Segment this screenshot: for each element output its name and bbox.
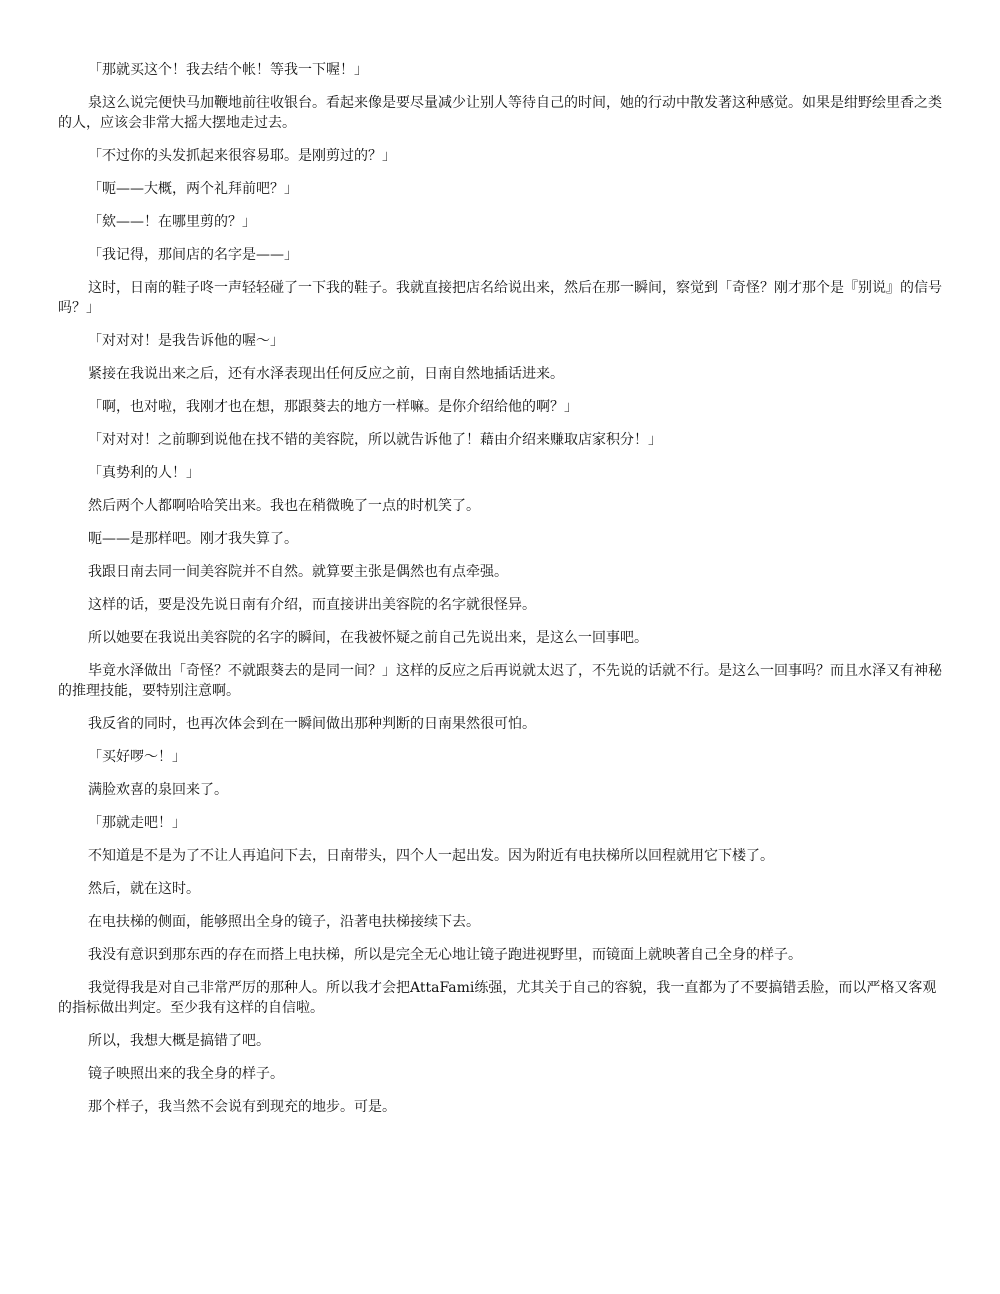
paragraph: 「对对对！是我告诉他的喔～」 [88, 333, 284, 349]
paragraph: 「不过你的头发抓起来很容易耶。是刚剪过的？」 [88, 148, 396, 164]
paragraph [58, 278, 942, 318]
paragraph: 「呃——大概，两个礼拜前吧？」 [88, 181, 298, 197]
paragraph: 我没有意识到那东西的存在而搭上电扶梯，所以是完全无心地让镜子跑进视野里，而镜面上就映著自己全身的样子。 [88, 947, 802, 963]
paragraph: 不知道是不是为了不让人再追问下去，日南带头，四个人一起出发。因为附近有电扶梯所以回程就用它下楼了。 [88, 848, 774, 864]
paragraph: 所以，我想大概是搞错了吧。 [88, 1033, 270, 1049]
paragraph: 「啊，也对啦，我刚才也在想，那跟葵去的地方一样嘛。是你介绍给他的啊？」 [88, 399, 578, 415]
paragraph: 「我记得，那间店的名字是——」 [88, 247, 298, 263]
paragraph: 「买好啰～！」 [88, 749, 186, 765]
paragraph: 呃——是那样吧。刚才我失算了。 [88, 531, 298, 547]
paragraph: 我反省的同时，也再次体会到在一瞬间做出那种判断的日南果然很可怕。 [88, 716, 536, 732]
paragraph: 这样的话，要是没先说日南有介绍，而直接讲出美容院的名字就很怪异。 [88, 597, 536, 613]
paragraph: 「那就买这个！我去结个帐！等我一下喔！」 [88, 62, 368, 78]
paragraph: 「真势利的人！」 [88, 465, 200, 481]
paragraph: 「对对对！之前聊到说他在找不错的美容院，所以就告诉他了！藉由介绍来赚取店家积分！」 [88, 432, 662, 448]
paragraph [58, 661, 942, 701]
paragraph: 所以她要在我说出美容院的名字的瞬间，在我被怀疑之前自己先说出来，是这么一回事吧。 [88, 630, 648, 646]
paragraph-text: 我觉得我是对自己非常严厉的那种人。所以我才会把AttaFami练强，尤其关于自己的容貌，我一直都为了不要搞错丢脸，而以严格又客观的指标做出判定。至少我有这样的自信啦。 [58, 980, 937, 1016]
paragraph: 「那就走吧！」 [88, 815, 186, 831]
paragraph: 然后两个人都啊哈哈笑出来。我也在稍微晚了一点的时机笑了。 [88, 498, 480, 514]
paragraph [58, 93, 942, 133]
paragraph-text: 毕竟水泽做出「奇怪？不就跟葵去的是同一间？」这样的反应之后再说就太迟了，不先说的话就不行。是这么一回事吗？而且水泽又有神秘的推理技能，要特别注意啊。 [58, 663, 942, 699]
paragraph: 紧接在我说出来之后，还有水泽表现出任何反应之前，日南自然地插话进来。 [88, 366, 564, 382]
paragraph: 满脸欢喜的泉回来了。 [88, 782, 228, 798]
paragraph-text: 泉这么说完便快马加鞭地前往收银台。看起来像是要尽量减少让别人等待自己的时间，她的行动中散发著这种感觉。如果是绀野绘里香之类的人，应该会非常大摇大摆地走过去。 [58, 95, 942, 131]
paragraph: 然后，就在这时。 [88, 881, 200, 897]
paragraph-text: 这时，日南的鞋子咚一声轻轻碰了一下我的鞋子。我就直接把店名给说出来，然后在那一瞬间，察觉到「奇怪？刚才那个是『别说』的信号吗？」 [58, 280, 942, 316]
paragraph: 在电扶梯的侧面，能够照出全身的镜子，沿著电扶梯接续下去。 [88, 914, 480, 930]
paragraph: 镜子映照出来的我全身的样子。 [88, 1066, 284, 1082]
paragraph: 「欸——！在哪里剪的？」 [88, 214, 256, 230]
paragraph: 我跟日南去同一间美容院并不自然。就算要主张是偶然也有点牵强。 [88, 564, 508, 580]
paragraph: 那个样子，我当然不会说有到现充的地步。可是。 [88, 1099, 396, 1115]
paragraph [58, 978, 942, 1018]
